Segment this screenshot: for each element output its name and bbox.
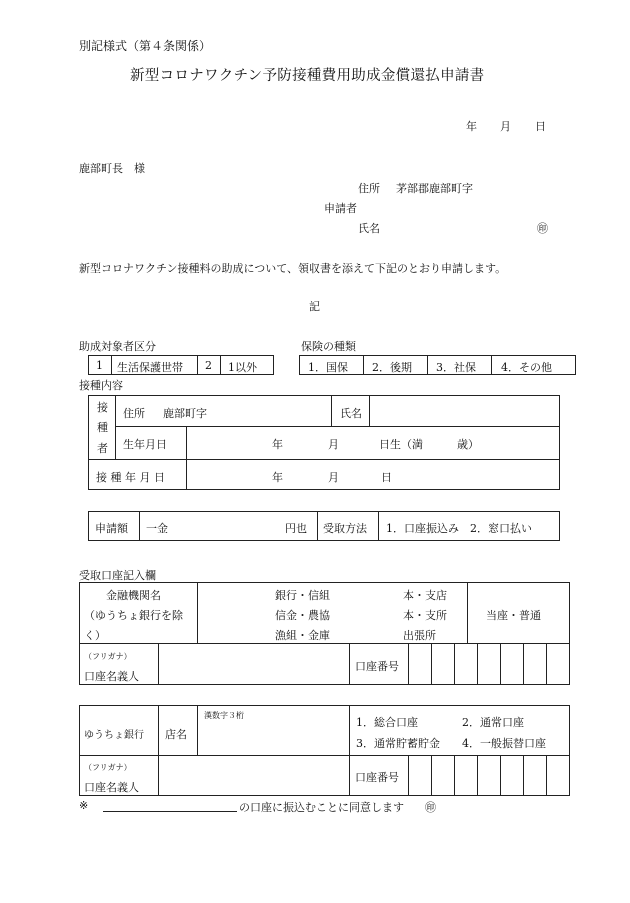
institution-label-2: （ゆうちょ銀行を除 [84, 609, 183, 622]
branch-type-1[interactable]: 本・支店 [403, 589, 447, 602]
amount-suffix: 円也 [285, 522, 307, 535]
divider [111, 355, 112, 375]
divider [88, 459, 560, 460]
vaccination-day[interactable]: 日 [381, 471, 392, 484]
seal-mark: ㊞ [537, 222, 548, 235]
birth-year[interactable]: 年 [272, 438, 283, 451]
divider [349, 643, 350, 685]
divider [197, 355, 198, 375]
vaccination-year[interactable]: 年 [272, 471, 283, 484]
institution-type-3[interactable]: 漁組・金庫 [275, 629, 330, 642]
account-holder-label: 口座名義人 [84, 670, 139, 683]
date-month-label: 月 [500, 120, 511, 133]
divider [139, 511, 140, 541]
account-digit-divider [477, 643, 478, 685]
account-digit-divider [477, 755, 478, 796]
consent-mark: ※ [79, 799, 89, 812]
account-digit-divider [431, 755, 432, 796]
yucho-account-number-label: 口座番号 [355, 771, 399, 784]
divider [349, 705, 350, 796]
amount-prefix: 一金 [146, 522, 168, 535]
insurance-option-kouki[interactable]: 2．後期 [372, 361, 412, 374]
subsidy-option-1-number[interactable]: 1 [96, 359, 103, 372]
page-title: 新型コロナワクチン予防接種費用助成金償還払申請書 [130, 68, 485, 84]
form-reference: 別記様式（第４条関係） [79, 39, 212, 53]
insurance-option-shaho[interactable]: 3．社保 [436, 361, 476, 374]
account-digit-divider [408, 643, 409, 685]
vaccinee-label-3: 者 [97, 442, 108, 455]
ki-label: 記 [309, 300, 320, 313]
vaccination-date-label: 接 種 年 月 日 [96, 471, 165, 484]
birth-day-age-open[interactable]: 日生（満 [379, 438, 423, 451]
yucho-account-holder-label: 口座名義人 [84, 781, 139, 794]
branch-type-2[interactable]: 本・支所 [403, 609, 447, 622]
institution-label-1: 金融機関名 [106, 589, 161, 602]
divider [79, 755, 570, 756]
divider [79, 643, 570, 644]
addressee: 鹿部町長 様 [79, 162, 145, 175]
account-digit-divider [546, 643, 547, 685]
insurance-heading: 保険の種類 [301, 340, 356, 353]
account-type[interactable]: 当座・普通 [486, 609, 541, 622]
divider [427, 355, 428, 375]
divider [115, 426, 560, 427]
insurance-option-other[interactable]: 4．その他 [501, 361, 552, 374]
vaccinee-label-1: 接 [97, 401, 108, 414]
subsidy-option-1-label[interactable]: 生活保護世帯 [117, 361, 183, 374]
amount-label: 申請額 [95, 522, 128, 535]
vaccinee-address-label: 住所 [123, 407, 145, 420]
yucho-branch-label: 店名 [165, 728, 187, 741]
vaccination-month[interactable]: 月 [328, 471, 339, 484]
age-close[interactable]: 歳） [457, 438, 479, 451]
applicant-address-label: 住所 [358, 182, 380, 195]
divider [197, 582, 198, 643]
account-digit-divider [500, 643, 501, 685]
branch-type-3[interactable]: 出張所 [403, 629, 436, 642]
insurance-option-kokuho[interactable]: 1．国保 [308, 361, 348, 374]
applicant-label: 申請者 [324, 202, 357, 215]
birthdate-label: 生年月日 [123, 438, 167, 451]
divider [378, 511, 379, 541]
yucho-option-chochiku[interactable]: 3．通常貯蓄貯金 [356, 737, 440, 750]
divider [491, 355, 492, 375]
applicant-address-value[interactable]: 茅部郡鹿部町字 [396, 182, 473, 195]
bank-section-heading: 受取口座記入欄 [79, 569, 156, 582]
divider [186, 426, 187, 490]
date-day-label: 日 [535, 120, 546, 133]
divider [317, 511, 318, 541]
divider [158, 705, 159, 755]
date-year-label: 年 [466, 120, 477, 133]
divider [197, 705, 198, 755]
account-digit-divider [500, 755, 501, 796]
vaccinee-label-2: 種 [97, 421, 108, 434]
receipt-method-label: 受取方法 [323, 522, 367, 535]
yucho-option-furikae[interactable]: 4．一般振替口座 [462, 737, 546, 750]
yucho-option-sogo[interactable]: 1．総合口座 [356, 716, 418, 729]
divider [331, 395, 332, 426]
account-digit-divider [454, 643, 455, 685]
account-digit-divider [523, 755, 524, 796]
kanji-digits-note: 漢数字３桁 [204, 711, 244, 720]
divider [158, 755, 159, 796]
birth-month[interactable]: 月 [328, 438, 339, 451]
account-digit-divider [546, 755, 547, 796]
divider [220, 355, 221, 375]
furigana-label: （フリガナ） [84, 652, 132, 661]
consent-seal-mark: ㊞ [425, 801, 436, 814]
vaccinee-name-label: 氏名 [340, 407, 362, 420]
consent-text: の口座に振込むことに同意します [239, 801, 404, 814]
yucho-option-tsujo[interactable]: 2．通常口座 [462, 716, 524, 729]
institution-type-1[interactable]: 銀行・信組 [275, 589, 330, 602]
divider [369, 395, 370, 426]
divider [158, 643, 159, 685]
subsidy-option-2-label[interactable]: 1以外 [228, 361, 257, 374]
subsidy-option-2-number[interactable]: 2 [205, 359, 212, 372]
institution-label-3: く） [84, 629, 106, 642]
account-digit-divider [454, 755, 455, 796]
subsidy-category-heading: 助成対象者区分 [79, 340, 156, 353]
receipt-method-options[interactable]: 1．口座振込み 2．窓口払い [386, 522, 532, 535]
account-digit-divider [523, 643, 524, 685]
account-digit-divider [408, 755, 409, 796]
account-number-label: 口座番号 [355, 660, 399, 673]
applicant-name-label: 氏名 [358, 222, 380, 235]
vaccination-heading: 接種内容 [79, 379, 123, 392]
divider [467, 582, 468, 643]
intro-text: 新型コロナワクチン接種料の助成について、領収書を添えて下記のとおり申請します。 [79, 262, 507, 275]
vaccinee-address-value[interactable]: 鹿部町字 [163, 407, 207, 420]
divider [115, 395, 116, 459]
divider [363, 355, 364, 375]
account-digit-divider [431, 643, 432, 685]
consent-blank-line[interactable] [103, 811, 237, 812]
yucho-furigana-label: （フリガナ） [84, 763, 132, 772]
institution-type-2[interactable]: 信金・農協 [275, 609, 330, 622]
yucho-bank-label: ゆうちょ銀行 [84, 730, 144, 741]
